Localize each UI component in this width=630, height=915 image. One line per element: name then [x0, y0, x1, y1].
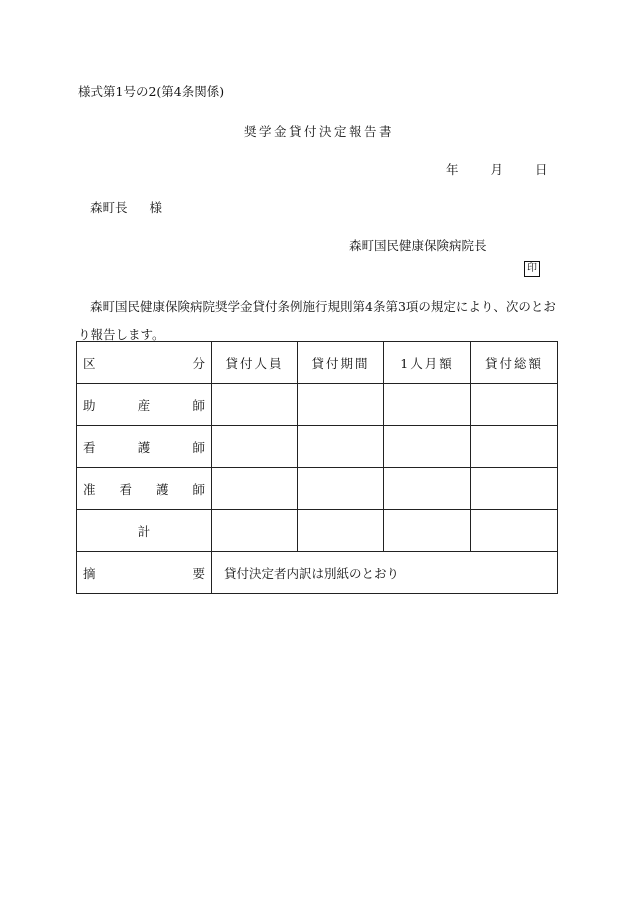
- monthly-amount-cell[interactable]: [384, 426, 471, 468]
- monthly-amount-cell[interactable]: [384, 510, 471, 552]
- note-label: [77, 552, 212, 594]
- date-day-label: 日: [535, 162, 548, 177]
- addressee-honorific: 様: [149, 200, 163, 215]
- date-year-label: 年: [446, 162, 459, 177]
- row-category-char: 護: [137, 439, 151, 455]
- row-category-char: 看: [83, 439, 96, 455]
- seal-mark: 印: [524, 261, 540, 277]
- loan-count-cell[interactable]: [212, 468, 298, 510]
- body-text: 森町国民健康保険病院奨学金貸付条例施行規則第4条第3項の規定により、次のとおり報告します。: [78, 299, 556, 342]
- sender-name: 森町国民健康保険病院長: [349, 238, 487, 253]
- header-category-char: 区: [83, 355, 96, 371]
- row-category-char: 産: [137, 397, 151, 413]
- note-label-char: 要: [192, 565, 205, 581]
- date-month-label: 月: [490, 162, 504, 177]
- row-category-char: 准: [83, 481, 96, 497]
- note-text: 貸付決定者内訳は別紙のとおり: [212, 552, 558, 594]
- date-line: [446, 160, 548, 178]
- total-amount-cell[interactable]: [471, 468, 558, 510]
- table-row: [77, 384, 558, 426]
- loan-period-cell[interactable]: [298, 468, 384, 510]
- row-category-char: 師: [192, 397, 205, 413]
- monthly-amount-cell[interactable]: [384, 468, 471, 510]
- header-loan-period: 貸付期間: [298, 342, 384, 384]
- header-total-amount: 貸付総額: [471, 342, 558, 384]
- total-amount-cell[interactable]: [471, 426, 558, 468]
- table-row: [77, 468, 558, 510]
- total-amount-cell[interactable]: [471, 384, 558, 426]
- report-table: [76, 341, 558, 594]
- row-category-char: 護: [155, 481, 169, 497]
- row-category-char: 師: [192, 481, 205, 497]
- row-category-midwife: [77, 384, 212, 426]
- table-note-row: [77, 552, 558, 594]
- table-row: [77, 426, 558, 468]
- row-category-char: 師: [192, 439, 205, 455]
- loan-count-cell[interactable]: [212, 510, 298, 552]
- note-label-char: 摘: [83, 565, 96, 581]
- loan-count-cell[interactable]: [212, 426, 298, 468]
- row-category-assistant-nurse: [77, 468, 212, 510]
- total-amount-cell[interactable]: [471, 510, 558, 552]
- loan-period-cell[interactable]: [298, 426, 384, 468]
- header-loan-count: 貸付人員: [212, 342, 298, 384]
- row-category-char: 助: [83, 397, 96, 413]
- row-category-char: 看: [119, 481, 132, 497]
- loan-count-cell[interactable]: [212, 384, 298, 426]
- loan-period-cell[interactable]: [298, 510, 384, 552]
- table-total-row: [77, 510, 558, 552]
- form-number: 様式第1号の2(第4条関係): [78, 84, 225, 99]
- header-category: [77, 342, 212, 384]
- total-label: 計: [77, 510, 212, 552]
- row-category-nurse: [77, 426, 212, 468]
- addressee: [90, 198, 162, 216]
- table-header-row: [77, 342, 558, 384]
- monthly-amount-cell[interactable]: [384, 384, 471, 426]
- header-monthly-amount: 1人月額: [384, 342, 471, 384]
- loan-period-cell[interactable]: [298, 384, 384, 426]
- document-title: 奨学金貸付決定報告書: [244, 124, 395, 139]
- addressee-name: 森町長: [90, 200, 128, 215]
- header-category-char: 分: [192, 355, 205, 371]
